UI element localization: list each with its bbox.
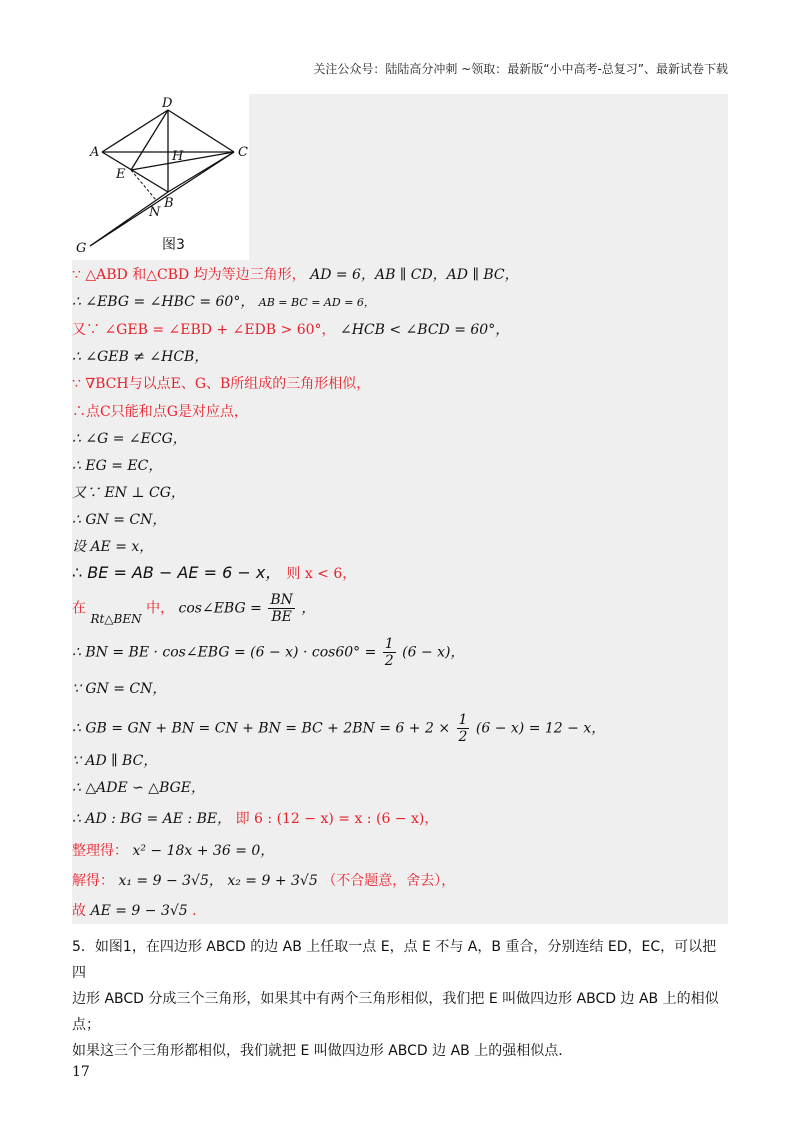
step-12: ∴ BE = AB − AE = 6 − x， 则 x < 6， [72, 563, 357, 582]
step-6: ∴点C只能和点G是对应点， [72, 404, 248, 420]
step-17: ∵ AD ∥ BC， [72, 753, 158, 769]
label-B: B [164, 196, 174, 211]
step-13: 在 Rt△BEN 中， cos∠EBG = $\frac{BN}{BE}$ ， [72, 592, 316, 626]
step-4: ∴ ∠GEB ≠ ∠HCB， [72, 349, 209, 365]
label-N: N [149, 205, 161, 220]
figure-3 [72, 94, 249, 260]
label-H: H [172, 149, 184, 164]
label-E: E [116, 167, 126, 182]
step-1: ∵ △ABD 和△CBD 均为等边三角形， AD = 6，AB ∥ CD，AD ∥ BC， [72, 267, 519, 283]
label-D: D [162, 96, 173, 111]
problem-line-1: 5．如图1，在四边形 ABCD 的边 AB 上任取一点 E，点 E 不与 A，B 重合，分别连结 ED，EC，可以把四 [72, 939, 717, 981]
step-18: ∴ △ADE ∽ △BGE， [72, 780, 206, 796]
figure-caption: 图3 [162, 237, 185, 253]
problem-5 [72, 934, 728, 1064]
fraction-bn-be: $\frac{BN}{BE}$ [270, 592, 293, 625]
label-C: C [238, 145, 248, 160]
step-8: ∴ EG = EC， [72, 458, 163, 474]
step-11: 设 AE = x， [72, 539, 154, 555]
step-15: ∵ GN = CN， [72, 681, 167, 697]
page-header: 关注公众号：陆陆高分冲刺 ~领取：最新版“小中高考-总复习”、最新试卷下载 [313, 62, 728, 76]
problem-line-2: 边形 ABCD 分成三个三角形，如果其中有两个三角形相似，我们把 E 叫做四边形 ABCD 边 AB 上的相似点； [72, 991, 719, 1033]
geometry-diagram [72, 94, 249, 260]
step-21: 解得： x₁ = 9 − 3√5， x₂ = 9 + 3√5 （不合题意，舍去）， [72, 873, 456, 889]
fraction-half-2: $\frac{1}{2}$ [458, 712, 468, 745]
label-G: G [76, 241, 87, 256]
label-A: A [90, 145, 100, 160]
step-2: ∴ ∠EBG = ∠HBC = 60°， AB = BC = AD = 6， [72, 294, 375, 310]
step-14: ∴ BN = BE · cos∠EBG = (6 − x) · cos60° = $\frac{1}{2}$ (6 − x)， [72, 636, 465, 669]
step-19: ∴ AD : BG = AE : BE， 即 6 : (12 − x) = x : (6 − x)， [72, 811, 439, 827]
step-10: ∴ GN = CN， [72, 512, 167, 528]
step-3: 又∵ ∠GEB = ∠EBD + ∠EDB > 60°， ∠HCB < ∠BCD = 60°， [72, 322, 510, 338]
page-number: 17 [72, 1064, 90, 1080]
step-7: ∴ ∠G = ∠ECG， [72, 431, 187, 447]
step-5: ∵ ∇BCH与以点E、G、B所组成的三角形相似， [72, 376, 371, 392]
step-20: 整理得： x² − 18x + 36 = 0， [72, 843, 275, 859]
problem-line-3: 如果这三个三角形都相似，我们就把 E 叫做四边形 ABCD 边 AB 上的强相似点. [72, 1043, 563, 1059]
fraction-half: $\frac{1}{2}$ [384, 636, 394, 669]
step-16: ∴ GB = GN + BN = CN + BN = BC + 2BN = 6 + 2 × $\frac{1}{2}$ (6 − x) = 12 − x， [72, 712, 606, 745]
step-9: 又∵ EN ⊥ CG， [72, 485, 185, 501]
step-22: 故 AE = 9 − 3√5 . [72, 903, 197, 919]
